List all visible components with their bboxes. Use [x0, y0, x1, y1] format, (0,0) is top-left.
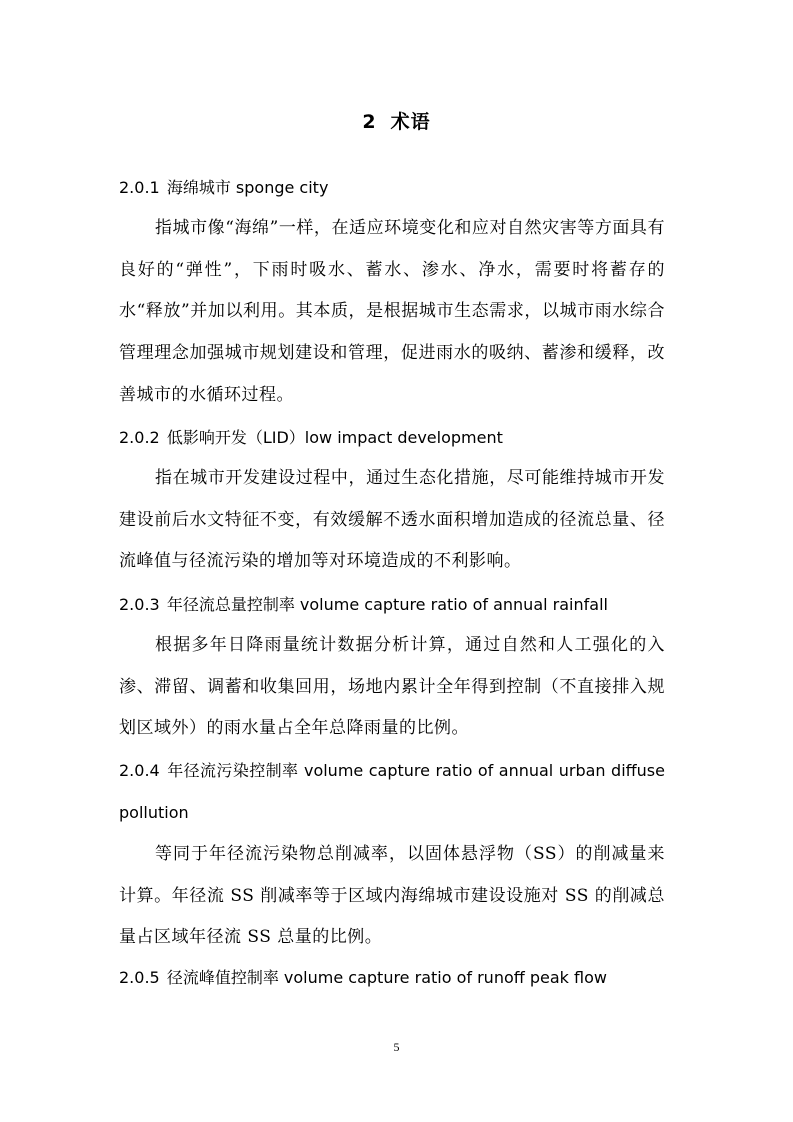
chapter-title [0, 107, 793, 134]
term-name-en: sponge city [235, 178, 329, 197]
term-definition: 指在城市开发建设过程中，通过生态化措施，尽可能维持城市开发建设前后水文特征不变，有效缓解不透水面积增加造成的径流总量、径流峰值与径流污染的增加等对环境造成的不利影响。 [119, 468, 665, 572]
term-code: 2.0.5 [119, 968, 160, 987]
term-name-zh: 径流峰值控制率 [166, 968, 279, 987]
term-definition: 指城市像“海绵”一样，在适应环境变化和应对自然灾害等方面具有良好的“弹性”，下雨时吸水、蓄水、渗水、净水，需要时将蓄存的水“释放”并加以利用。其本质，是根据城市生态需求，以城市雨水综合管理理念加强城市规划建设和管理，促进雨水的吸纳、蓄渗和缓释，改善城市的水循环过程。 [119, 218, 665, 405]
term-code: 2.0.2 [119, 428, 160, 447]
term-code: 2.0.1 [119, 178, 160, 197]
term-heading [119, 750, 665, 834]
term-name-en: low impact development [304, 428, 503, 447]
page-number: 5 [393, 1040, 400, 1054]
term-name-en: volume capture ratio of annual rainfall [299, 595, 608, 614]
chapter-title-text: 术语 [390, 111, 431, 133]
term-name-en: volume capture ratio of runoff peak flow [283, 968, 607, 987]
term-code: 2.0.3 [119, 595, 160, 614]
term-name-zh: 海绵城市 [166, 178, 231, 197]
term-definition: 等同于年径流污染物总削减率，以固体悬浮物（SS）的削减量来计算。年径流 SS 削减率等于区域内海绵城市建设设施对 SS 的削减总量占区域年径流 SS 总量的比例。 [119, 844, 665, 948]
term-heading [119, 595, 679, 615]
term-code: 2.0.4 [119, 761, 160, 780]
term-heading [119, 968, 679, 988]
term-definition: 根据多年日降雨量统计数据分析计算，通过自然和人工强化的入渗、滞留、调蓄和收集回用，场地内累计全年得到控制（不直接排入规划区域外）的雨水量占全年总降雨量的比例。 [119, 635, 665, 739]
chapter-number: 2 [362, 111, 377, 133]
term-name-en: volume capture ratio of annual urban diffuse pollution [119, 761, 665, 822]
term-name-zh: 年径流污染控制率 [167, 761, 299, 780]
term-heading [119, 178, 679, 198]
term-name-zh: 低影响开发（LID） [166, 428, 305, 447]
term-heading [119, 428, 679, 448]
term-name-zh: 年径流总量控制率 [166, 595, 295, 614]
